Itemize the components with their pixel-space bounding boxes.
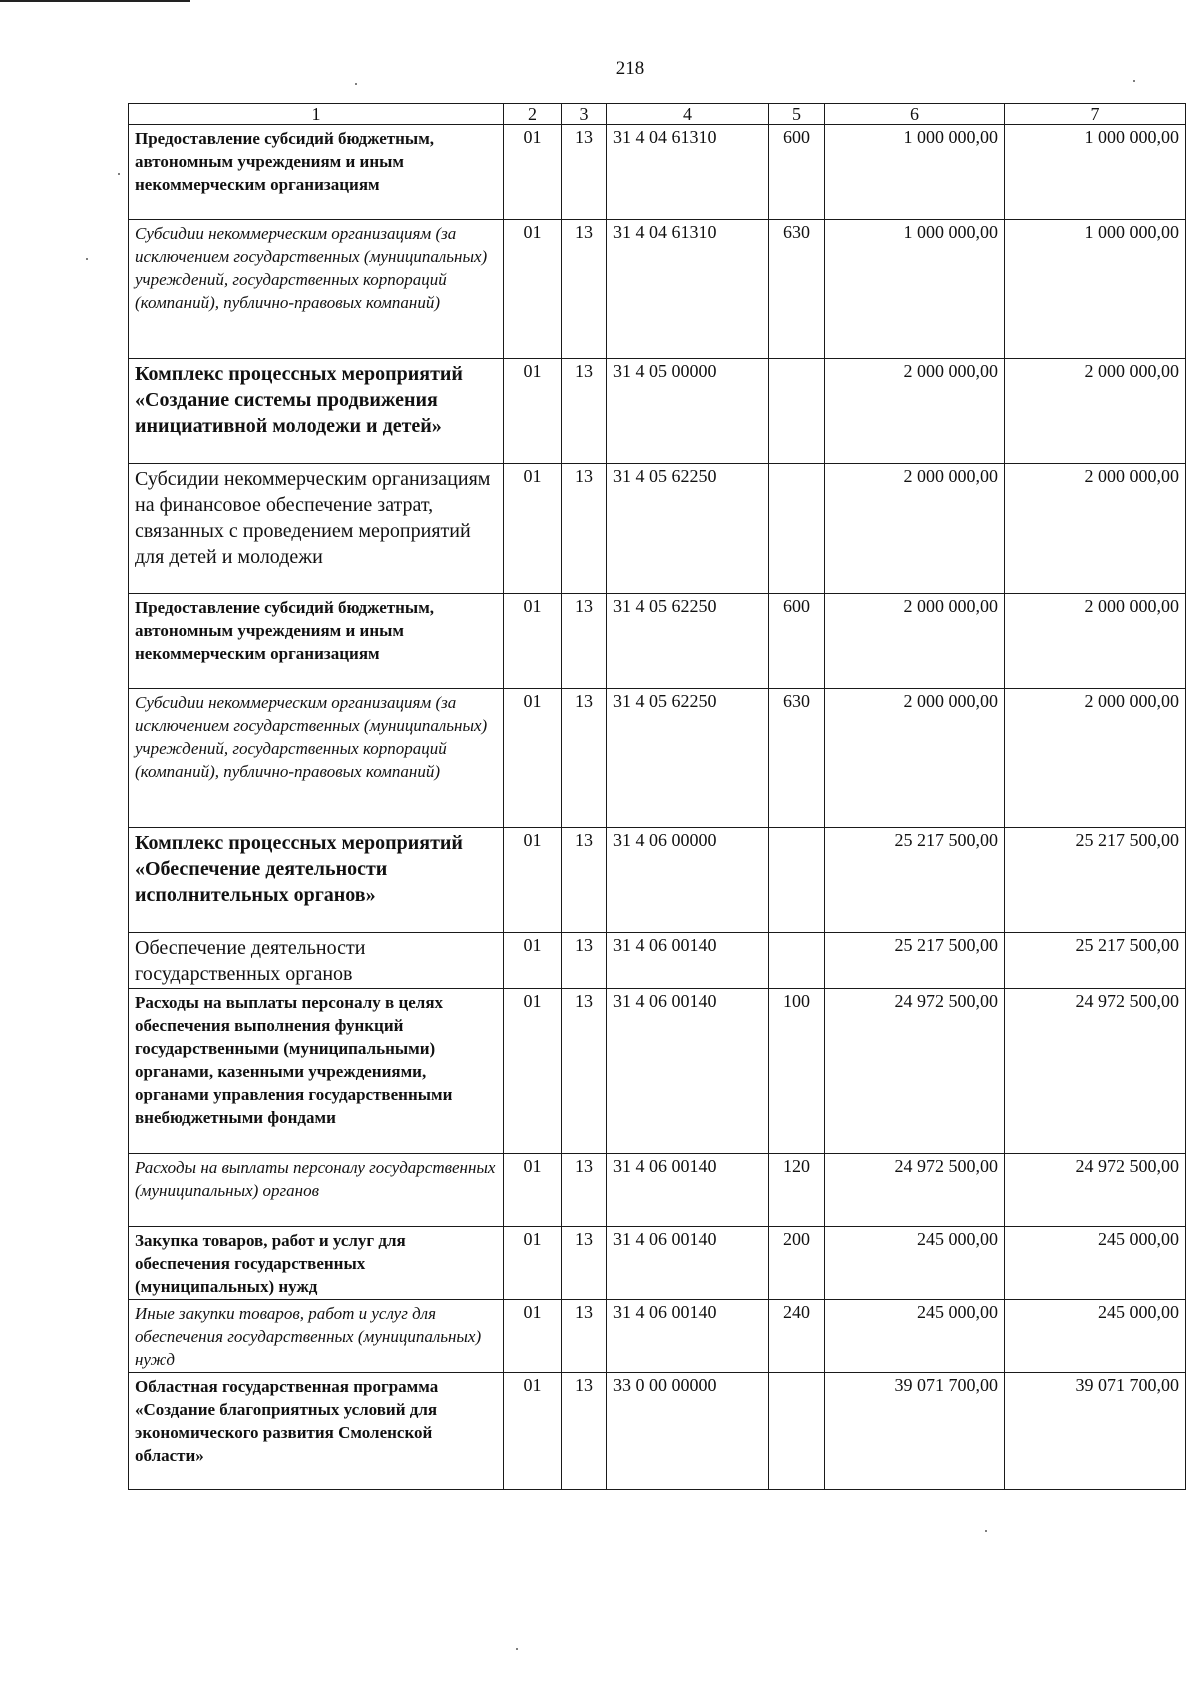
amount-col6: 24 972 500,00 [825,989,1005,1154]
table-row [129,1373,1186,1490]
target-article-code: 31 4 06 00140 [607,1300,769,1373]
subsection-code: 13 [562,359,607,464]
table-row [129,125,1186,220]
item-name: Предоставление субсидий бюджетным, автономным учреждениям и иным некоммерческим организациям [135,129,435,194]
amount-col7: 245 000,00 [1005,1300,1186,1373]
subsection-code: 13 [562,594,607,689]
subsection-code: 13 [562,125,607,220]
section-code: 01 [504,359,562,464]
scan-speck [1133,80,1135,82]
item-name-cell [129,933,504,989]
item-name: Закупка товаров, работ и услуг для обеспечения государственных (муниципальных) нужд [135,1231,406,1296]
subsection-code: 13 [562,220,607,359]
scan-edge-line [0,0,190,2]
item-name-cell [129,689,504,828]
expense-type-code [769,933,825,989]
table-row [129,933,1186,989]
item-name-cell [129,125,504,220]
item-name: Расходы на выплаты персоналу государственных (муниципальных) органов [135,1158,496,1200]
amount-col6: 245 000,00 [825,1300,1005,1373]
target-article-code: 31 4 04 61310 [607,220,769,359]
item-name-cell [129,1373,504,1490]
column-header: 7 [1005,104,1186,125]
header-row [129,104,1186,125]
item-name: Областная государственная программа «Создание благоприятных условий для экономического развития Смоленской области» [135,1377,439,1465]
target-article-code: 31 4 06 00000 [607,828,769,933]
expense-type-code [769,359,825,464]
expense-type-code: 240 [769,1300,825,1373]
amount-col6: 24 972 500,00 [825,1154,1005,1227]
column-header: 2 [504,104,562,125]
item-name-cell [129,989,504,1154]
item-name: Субсидии некоммерческим организациям на финансовое обеспечение затрат, связанных с проведением мероприятий для детей и молодежи [135,468,491,568]
amount-col7: 2 000 000,00 [1005,594,1186,689]
target-article-code: 33 0 00 00000 [607,1373,769,1490]
table-row [129,828,1186,933]
target-article-code: 31 4 05 62250 [607,689,769,828]
amount-col7: 39 071 700,00 [1005,1373,1186,1490]
subsection-code: 13 [562,1300,607,1373]
item-name: Субсидии некоммерческим организациям (за исключением государственных (муниципальных) учреждений, государственных корпораций (компаний), публично-правовых компаний) [135,693,488,781]
column-header: 3 [562,104,607,125]
item-name-cell [129,594,504,689]
subsection-code: 13 [562,1227,607,1300]
item-name-cell [129,1154,504,1227]
column-header: 5 [769,104,825,125]
amount-col7: 2 000 000,00 [1005,464,1186,594]
item-name: Обеспечение деятельности государственных органов [135,937,366,985]
target-article-code: 31 4 06 00140 [607,989,769,1154]
section-code: 01 [504,1300,562,1373]
target-article-code: 31 4 05 00000 [607,359,769,464]
subsection-code: 13 [562,1373,607,1490]
amount-col7: 24 972 500,00 [1005,1154,1186,1227]
amount-col7: 25 217 500,00 [1005,828,1186,933]
section-code: 01 [504,989,562,1154]
target-article-code: 31 4 04 61310 [607,125,769,220]
expense-type-code [769,1373,825,1490]
subsection-code: 13 [562,1154,607,1227]
section-code: 01 [504,1373,562,1490]
item-name-cell [129,220,504,359]
expense-type-code: 600 [769,594,825,689]
target-article-code: 31 4 06 00140 [607,1154,769,1227]
amount-col6: 25 217 500,00 [825,828,1005,933]
section-code: 01 [504,220,562,359]
item-name: Расходы на выплаты персоналу в целях обеспечения выполнения функций государственными (муниципальными) органами, казенными учреждениями, органами управления государственными внебюджетными фондами [135,993,453,1127]
column-header: 1 [129,104,504,125]
item-name-cell [129,1300,504,1373]
amount-col6: 2 000 000,00 [825,464,1005,594]
expense-type-code: 200 [769,1227,825,1300]
item-name: Иные закупки товаров, работ и услуг для обеспечения государственных (муниципальных) нужд [135,1304,482,1369]
item-name-cell [129,1227,504,1300]
target-article-code: 31 4 05 62250 [607,594,769,689]
subsection-code: 13 [562,933,607,989]
table-row [129,220,1186,359]
amount-col7: 1 000 000,00 [1005,220,1186,359]
amount-col7: 245 000,00 [1005,1227,1186,1300]
table-row [129,689,1186,828]
item-name: Комплекс процессных мероприятий «Создание системы продвижения инициативной молодежи и детей» [135,363,463,437]
section-code: 01 [504,828,562,933]
amount-col6: 2 000 000,00 [825,594,1005,689]
column-header: 6 [825,104,1005,125]
table-row [129,359,1186,464]
section-code: 01 [504,125,562,220]
target-article-code: 31 4 05 62250 [607,464,769,594]
table-row [129,1154,1186,1227]
budget-table [128,103,1186,1490]
page-number: 218 [615,58,645,79]
amount-col6: 25 217 500,00 [825,933,1005,989]
amount-col6: 39 071 700,00 [825,1373,1005,1490]
section-code: 01 [504,933,562,989]
amount-col6: 2 000 000,00 [825,689,1005,828]
scan-speck [985,1530,987,1532]
table-row [129,1227,1186,1300]
table-row [129,989,1186,1154]
section-code: 01 [504,594,562,689]
table-row [129,1300,1186,1373]
scan-speck [355,83,357,85]
amount-col6: 2 000 000,00 [825,359,1005,464]
table-row [129,594,1186,689]
section-code: 01 [504,1154,562,1227]
section-code: 01 [504,689,562,828]
column-header: 4 [607,104,769,125]
subsection-code: 13 [562,989,607,1154]
amount-col6: 1 000 000,00 [825,220,1005,359]
expense-type-code [769,464,825,594]
expense-type-code: 100 [769,989,825,1154]
amount-col6: 1 000 000,00 [825,125,1005,220]
expense-type-code: 630 [769,220,825,359]
expense-type-code: 600 [769,125,825,220]
target-article-code: 31 4 06 00140 [607,933,769,989]
amount-col7: 25 217 500,00 [1005,933,1186,989]
scan-speck [118,173,120,175]
item-name: Субсидии некоммерческим организациям (за исключением государственных (муниципальных) учреждений, государственных корпораций (компаний), публично-правовых компаний) [135,224,488,312]
item-name-cell [129,359,504,464]
section-code: 01 [504,1227,562,1300]
item-name-cell [129,464,504,594]
section-code: 01 [504,464,562,594]
item-name-cell [129,828,504,933]
expense-type-code: 630 [769,689,825,828]
table-row [129,464,1186,594]
expense-type-code [769,828,825,933]
expense-type-code: 120 [769,1154,825,1227]
subsection-code: 13 [562,689,607,828]
scan-speck [86,258,88,260]
target-article-code: 31 4 06 00140 [607,1227,769,1300]
amount-col6: 245 000,00 [825,1227,1005,1300]
item-name: Предоставление субсидий бюджетным, автономным учреждениям и иным некоммерческим организациям [135,598,435,663]
subsection-code: 13 [562,828,607,933]
scan-speck [516,1648,518,1650]
item-name: Комплекс процессных мероприятий «Обеспечение деятельности исполнительных органов» [135,832,463,906]
amount-col7: 1 000 000,00 [1005,125,1186,220]
amount-col7: 2 000 000,00 [1005,359,1186,464]
amount-col7: 24 972 500,00 [1005,989,1186,1154]
amount-col7: 2 000 000,00 [1005,689,1186,828]
subsection-code: 13 [562,464,607,594]
